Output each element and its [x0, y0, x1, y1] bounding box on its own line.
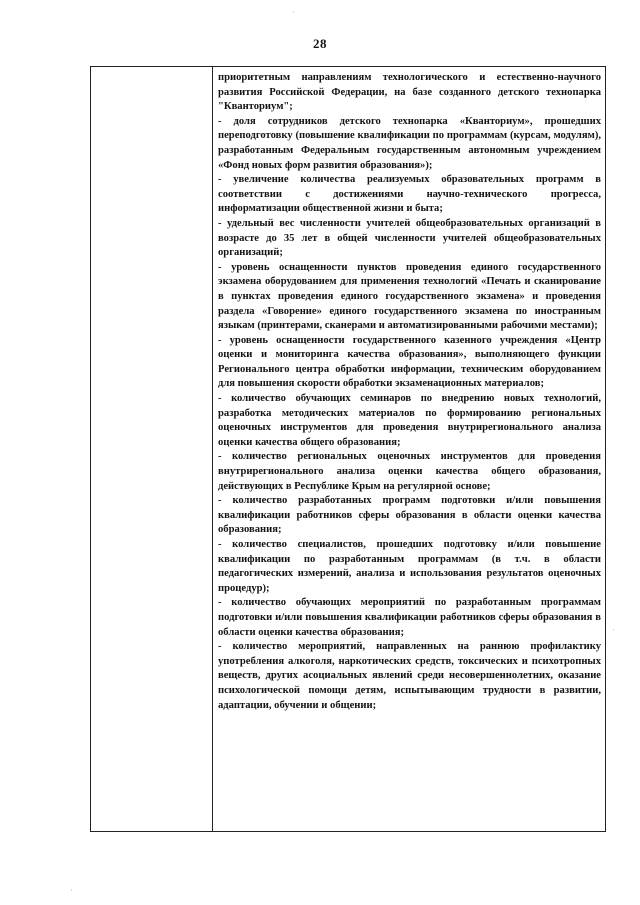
- scan-speck: ·: [612, 626, 615, 635]
- indicator-entry: - количество обучающих семинаров по внедрению новых технологий, разработка методических материалов по формированию региональных оценочных инструментов для проведения внутрирегионального анализа оценки качества общего образования;: [218, 393, 601, 448]
- indicator-entry: - уровень оснащенности государственного казенного учреждения «Центр оценки и мониторинга качества образования», выполняющего функции Регионального центра обработки информации, техническим оборудованием для повышения скорости обработки экзаменационных материалов;: [218, 334, 601, 390]
- indicators-table: [90, 66, 606, 832]
- indicator-entry: - уровень оснащенности пунктов проведения единого государственного экзамена оборудованием для применения технологий «Печать и сканирование в пунктах проведения единого государственного экзамена» и проведения раздела «Говорение» единого государственного экзамена по иностранным языкам (принтерами, сканерами и автоматизированными рабочими местами);: [218, 261, 601, 332]
- table-left-cell: [91, 67, 213, 831]
- indicator-entry: приоритетным направлениям технологического и естественно-научного развития Российской Федерации, на базе созданного детского технопарка "Кванториум";: [218, 72, 601, 113]
- indicator-entry: - удельный вес численности учителей общеобразовательных организаций в возрасте до 35 лет в общей численности учителей общеобразовательных организаций;: [218, 217, 601, 259]
- indicator-entry: - количество мероприятий, направленных на раннюю профилактику употребления алкоголя, наркотических средств, токсических и психотропных веществ, других асоциальных явлений среди несовершеннолетних, оказание психологической помощи детям, испытывающим трудности в развитии, адаптации, обучении и общении;: [218, 641, 601, 711]
- scan-speck: ·: [70, 886, 73, 895]
- indicator-entry: - количество обучающих мероприятий по разработанным программам подготовки и/или повышения квалификации работников сферы образования в области оценки качества образования;: [218, 597, 601, 638]
- indicator-entry: - увеличение количества реализуемых образовательных программ в соответствии с достижениями научно-технического прогресса, информатизации общественной жизни и быта;: [218, 174, 601, 215]
- indicator-entry: - количество специалистов, прошедших подготовку и/или повышение квалификации по разработанным программам (в т.ч. в области педагогических измерений, анализа и использования результатов оценочных процедур);: [218, 539, 601, 594]
- table-right-cell: [213, 67, 605, 831]
- indicator-entry: - доля сотрудников детского технопарка «Кванториум», прошедших переподготовку (повышение квалификации по программам (курсам, модулям), разработанным Федеральным государственным автономным учреждением «Фонд новых форм развития образования»);: [218, 115, 601, 171]
- page-number: 28: [313, 36, 327, 51]
- scan-speck: ·: [292, 8, 295, 17]
- indicator-entry: - количество региональных оценочных инструментов для проведения внутрирегионального анализа оценки качества общего образования, действующих в Республике Крым на регулярной основе;: [218, 451, 601, 492]
- indicator-entry: - количество разработанных программ подготовки и/или повышения квалификации работников сферы образования в области оценки качества образования;: [218, 495, 601, 536]
